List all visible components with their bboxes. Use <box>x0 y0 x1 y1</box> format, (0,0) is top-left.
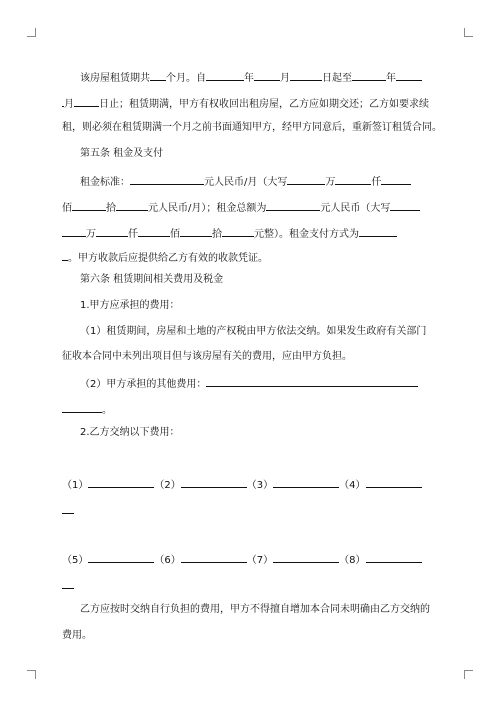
party-b-fees-heading: 2.乙方交纳以下费用： <box>80 427 180 438</box>
rent-standard-line-3: 万 仟 佰 拾 元整）。租金支付方式为 <box>62 225 397 242</box>
party-a-fee-1-line-1: （1）租赁期间，房屋和土地的产权税由甲方依法交纳。如果发生政府有关部门 <box>80 326 427 337</box>
rent-standard-line-1: 租金标准： 元人民币/月（大写 万 仟 <box>80 173 411 190</box>
crop-mark-bottom-left <box>27 670 36 679</box>
article-6-title: 第六条 租赁期间相关费用及税金 <box>80 274 224 285</box>
party-b-fee-row-1: （1） （2） （3） （4） <box>62 476 422 493</box>
lease-term-line-1: 该房屋租赁期共 个月。自 年 月 日起至 年 <box>80 69 422 86</box>
party-b-fee-row-1-continuation <box>62 502 74 519</box>
closing-line-2: 费用。 <box>62 630 92 641</box>
party-a-fees-heading: 1.甲方应承担的费用： <box>80 300 180 311</box>
party-a-fee-2-line: （2）甲方承担的其他费用： <box>80 375 418 392</box>
closing-line-1: 乙方应按时交纳自行负担的费用，甲方不得擅自增加本合同未明确由乙方交纳的 <box>80 604 430 615</box>
article-5-title: 第五条 租金及支付 <box>80 148 164 159</box>
lease-term-line-2: 月 日止；租赁期满，甲方有权收回出租房屋，乙方应如期交还；乙方如要求续 <box>62 95 429 112</box>
party-b-fee-row-2-continuation <box>62 577 74 594</box>
crop-mark-top-left <box>27 28 36 37</box>
party-a-fee-1-line-2: 征收本合同中未列出项目但与该房屋有关的费用，应由甲方负担。 <box>62 351 352 362</box>
crop-mark-top-right <box>464 28 473 37</box>
lease-term-line-3: 租，则必须在租赁期满一个月之前书面通知甲方，经甲方同意后，重新签订租赁合同。 <box>62 122 442 133</box>
rent-standard-line-2: 佰 拾 元人民币/月）；租金总额为 元人民币（大写 <box>62 199 420 216</box>
party-a-fee-2-continuation: 。 <box>62 401 112 418</box>
party-b-fee-row-2: （5） （6） （7） （8） <box>62 551 422 568</box>
rent-receipt-line: 。甲方收款后应提供给乙方有效的收款凭证。 <box>62 249 268 266</box>
crop-mark-bottom-right <box>464 670 473 679</box>
